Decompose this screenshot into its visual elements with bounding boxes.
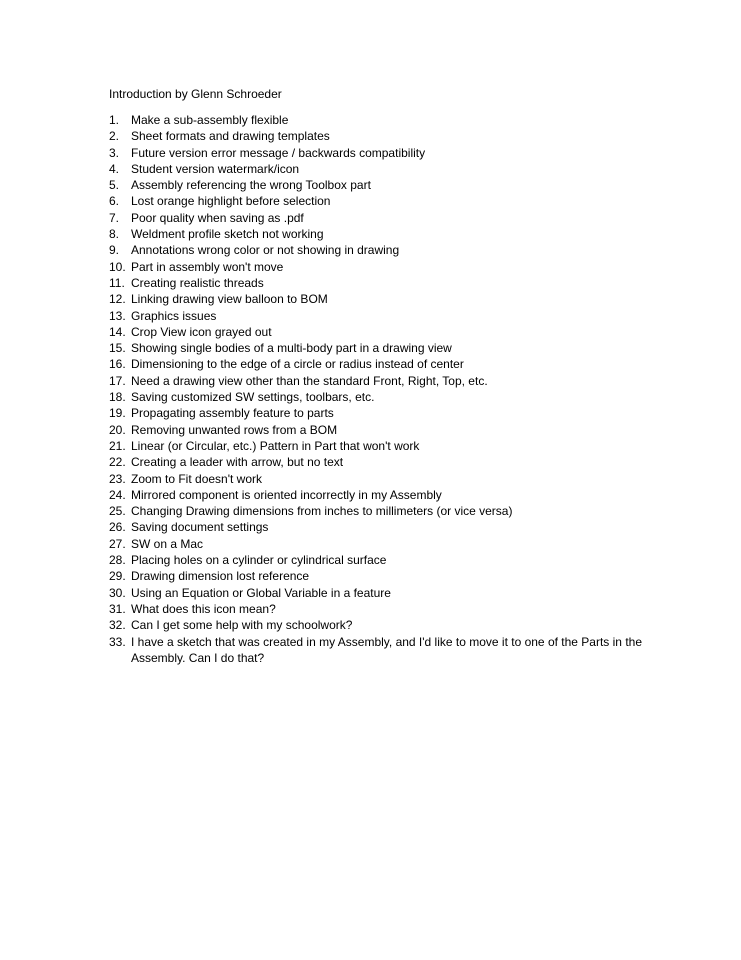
list-item [109, 405, 669, 421]
list-item [109, 422, 669, 438]
list-item-text: Creating realistic threads [131, 275, 264, 290]
list-item-number: 26. [109, 520, 126, 535]
list-item [109, 617, 669, 633]
list-item-text: Using an Equation or Global Variable in a feature [131, 585, 391, 600]
list-item-number: 3. [109, 145, 120, 160]
list-item [109, 389, 669, 405]
list-item-text: Saving customized SW settings, toolbars, etc. [131, 390, 375, 405]
list-item-number: 22. [109, 455, 126, 470]
list-item [109, 193, 669, 209]
list-item-text: Can I get some help with my schoolwork? [131, 618, 353, 633]
list-item [109, 177, 669, 193]
list-item-number: 23. [109, 471, 126, 486]
list-item-text: Student version watermark/icon [131, 161, 300, 176]
list-item-text: Weldment profile sketch not working [131, 227, 324, 242]
list-item-number: 12. [109, 292, 126, 307]
list-item [109, 128, 669, 144]
list-item [109, 519, 669, 535]
list-item-text: Creating a leader with arrow, but no text [131, 455, 344, 470]
list-item-text: Propagating assembly feature to parts [131, 406, 334, 421]
list-item-number: 13. [109, 308, 126, 323]
list-item [109, 634, 669, 667]
list-item [109, 503, 669, 519]
list-item-number: 21. [109, 438, 126, 453]
list-item-text: Crop View icon grayed out [131, 324, 272, 339]
list-item-number: 9. [109, 243, 120, 258]
list-item [109, 145, 669, 161]
list-item [109, 210, 669, 226]
list-item [109, 291, 669, 307]
list-item [109, 536, 669, 552]
list-item-number: 15. [109, 341, 126, 356]
list-item-number: 24. [109, 487, 126, 502]
list-item-text: Showing single bodies of a multi-body part in a drawing view [131, 341, 452, 356]
list-item [109, 340, 669, 356]
list-item [109, 324, 669, 340]
list-item-number: 31. [109, 601, 126, 616]
list-item-number: 27. [109, 536, 126, 551]
list-item-number: 14. [109, 324, 126, 339]
list-item-number: 33. [109, 634, 126, 649]
list-item-number: 20. [109, 422, 126, 437]
list-item-number: 10. [109, 259, 126, 274]
list-item-text: I have a sketch that was created in my Assembly, and I'd like to move it to one of the Parts in the Assembly. Can I do that? [131, 634, 642, 665]
list-item-number: 16. [109, 357, 126, 372]
list-item-text: SW on a Mac [131, 536, 204, 551]
list-item-number: 2. [109, 129, 120, 144]
list-item-text: Changing Drawing dimensions from inches to millimeters (or vice versa) [131, 504, 513, 519]
list-item [109, 259, 669, 275]
list-item-text: Sheet formats and drawing templates [131, 129, 330, 144]
list-item-number: 17. [109, 373, 126, 388]
list-item-text: Dimensioning to the edge of a circle or radius instead of center [131, 357, 464, 372]
list-item-number: 8. [109, 227, 120, 242]
list-item-text: Poor quality when saving as .pdf [131, 210, 304, 225]
list-item-text: Zoom to Fit doesn't work [131, 471, 263, 486]
topic-list [109, 112, 669, 666]
list-item [109, 487, 669, 503]
list-item-text: Assembly referencing the wrong Toolbox part [131, 178, 371, 193]
list-item-number: 30. [109, 585, 126, 600]
list-item-text: Mirrored component is oriented incorrectly in my Assembly [131, 487, 442, 502]
list-item-text: Saving document settings [131, 520, 269, 535]
list-item [109, 552, 669, 568]
list-item-number: 28. [109, 553, 126, 568]
list-item-number: 5. [109, 178, 120, 193]
list-item-number: 7. [109, 210, 120, 225]
list-item-text: Future version error message / backwards compatibility [131, 145, 426, 160]
list-item-number: 6. [109, 194, 120, 209]
list-item [109, 471, 669, 487]
list-item-text: Removing unwanted rows from a BOM [131, 422, 338, 437]
list-item-text: Drawing dimension lost reference [131, 569, 310, 584]
list-item [109, 438, 669, 454]
list-item-number: 29. [109, 569, 126, 584]
list-item-text: Linking drawing view balloon to BOM [131, 292, 328, 307]
list-item-text: Part in assembly won't move [131, 259, 284, 274]
list-item [109, 275, 669, 291]
document-title: Introduction by Glenn Schroeder [109, 87, 282, 101]
list-item-text: Need a drawing view other than the standard Front, Right, Top, etc. [131, 373, 488, 388]
list-item [109, 356, 669, 372]
list-item-text: Placing holes on a cylinder or cylindrical surface [131, 553, 387, 568]
list-item-number: 4. [109, 161, 120, 176]
list-item [109, 242, 669, 258]
list-item-number: 18. [109, 390, 126, 405]
list-item [109, 568, 669, 584]
list-item-number: 25. [109, 504, 126, 519]
list-item-number: 19. [109, 406, 126, 421]
list-item-number: 11. [109, 275, 125, 290]
list-item [109, 226, 669, 242]
list-item [109, 454, 669, 470]
list-item-text: Graphics issues [131, 308, 217, 323]
list-item [109, 601, 669, 617]
list-item [109, 373, 669, 389]
list-item-text: Make a sub-assembly flexible [131, 113, 289, 127]
list-item-text: Linear (or Circular, etc.) Pattern in Part that won't work [131, 438, 420, 453]
list-item [109, 112, 669, 128]
list-item-text: Annotations wrong color or not showing in drawing [131, 243, 400, 258]
list-item [109, 585, 669, 601]
list-item-text: What does this icon mean? [131, 601, 276, 616]
list-item-number: 32. [109, 618, 126, 633]
list-item-number: 1. [109, 113, 120, 127]
list-item [109, 161, 669, 177]
list-item [109, 308, 669, 324]
list-item-text: Lost orange highlight before selection [131, 194, 331, 209]
